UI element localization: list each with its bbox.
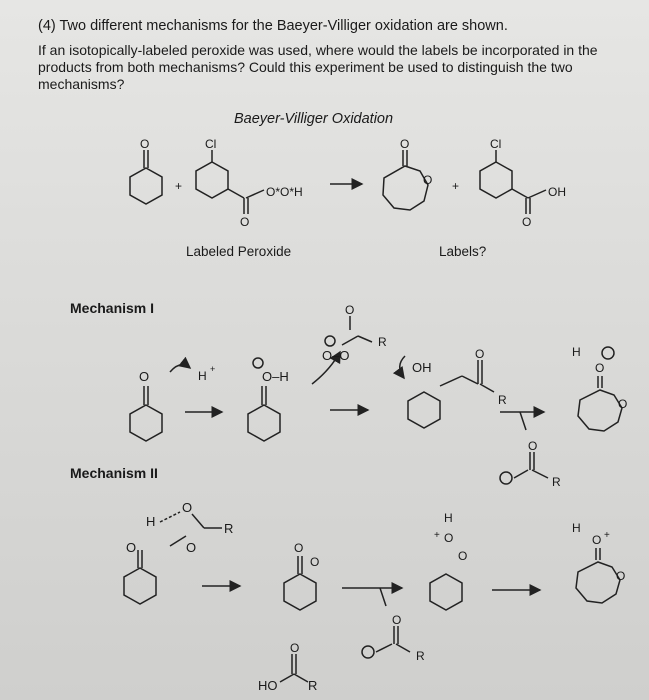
acid-oh: OH: [548, 185, 566, 199]
mech2-acid: [258, 641, 317, 693]
svg-text:H: H: [444, 511, 453, 525]
mech1-product: [572, 345, 627, 431]
svg-text:+: +: [604, 530, 610, 541]
svg-text:R: R: [224, 521, 234, 536]
peroxide-group: O*O*H: [266, 185, 303, 199]
mech1-protonated: [248, 352, 340, 441]
svg-text:O: O: [592, 533, 602, 547]
lactone-ring-o: O: [423, 173, 433, 187]
svg-text:O: O: [182, 500, 193, 515]
labeled-peroxide-label: Labeled Peroxide: [186, 244, 292, 259]
carbonyl-o: O: [240, 215, 250, 229]
mech2-carboxylate: [362, 613, 425, 663]
svg-text:O: O: [290, 641, 300, 655]
mech1-peracid: [322, 303, 387, 363]
acid-carbonyl-o: O: [522, 215, 532, 229]
plus-2: +: [452, 179, 460, 193]
svg-text:O: O: [345, 303, 355, 317]
svg-text:O: O: [139, 369, 150, 384]
svg-text:O: O: [444, 531, 454, 545]
labeled-peroxide: [196, 137, 303, 229]
mech2-complex: [124, 500, 233, 604]
question-prompt: If an isotopically-labeled peroxide was used, where would the labels be incorporated in the products from both mechanisms? Could this experiment be used to distinguish the two mechanisms?: [38, 42, 598, 92]
caprolactone: [383, 137, 432, 210]
lactone-carbonyl-o: O: [400, 137, 410, 151]
svg-text:O: O: [126, 540, 137, 555]
mechanism-2-label: Mechanism II: [70, 465, 158, 481]
mech2-intermediate: [430, 511, 467, 610]
mech1-h-charge: +: [210, 364, 216, 374]
svg-text:O–O: O–O: [322, 348, 350, 363]
svg-text:R: R: [552, 475, 561, 489]
svg-text:R: R: [308, 678, 318, 693]
mech1-criegee: [400, 347, 507, 428]
mech1-ketone: [130, 365, 190, 441]
ketone-o: O: [140, 137, 150, 151]
svg-text:O: O: [294, 541, 304, 555]
mech1-carboxylate: [500, 439, 561, 489]
svg-text:O: O: [475, 347, 485, 361]
cl-label: Cl: [205, 137, 217, 151]
svg-text:O: O: [392, 613, 402, 627]
svg-text:R: R: [416, 649, 425, 663]
svg-text:O: O: [186, 540, 197, 555]
scheme-title: Baeyer-Villiger Oxidation: [234, 111, 394, 127]
chlorobenzoic-acid: [480, 137, 566, 229]
svg-text:O: O: [595, 361, 605, 375]
mech2-epoxide: [284, 541, 319, 610]
mech1-criegee-r: R: [498, 393, 507, 407]
svg-text:O: O: [618, 397, 628, 411]
svg-text:HO: HO: [258, 678, 278, 693]
svg-text:O: O: [528, 439, 538, 453]
svg-text:OH: OH: [412, 360, 432, 375]
svg-text:O: O: [616, 569, 626, 583]
mech2-product: [572, 521, 625, 603]
svg-text:H: H: [572, 345, 581, 359]
plus-1: +: [175, 179, 183, 193]
svg-text:+: +: [434, 530, 440, 541]
svg-text:O: O: [458, 549, 468, 563]
mech1-h-plus: H: [198, 369, 207, 383]
svg-text:O: O: [310, 555, 320, 569]
svg-text:H: H: [572, 521, 581, 535]
acid-cl-label: Cl: [490, 137, 502, 151]
question-header: (4) Two different mechanisms for the Baeyer-Villiger oxidation are shown.: [38, 18, 508, 34]
mechanism-1-label: Mechanism I: [70, 300, 155, 316]
labels-question-label: Labels?: [439, 244, 487, 259]
svg-text:H: H: [146, 514, 156, 529]
mech1-oh-plus: O–H: [262, 369, 289, 384]
cyclohexanone: [130, 137, 162, 204]
mech1-r: R: [378, 335, 387, 349]
